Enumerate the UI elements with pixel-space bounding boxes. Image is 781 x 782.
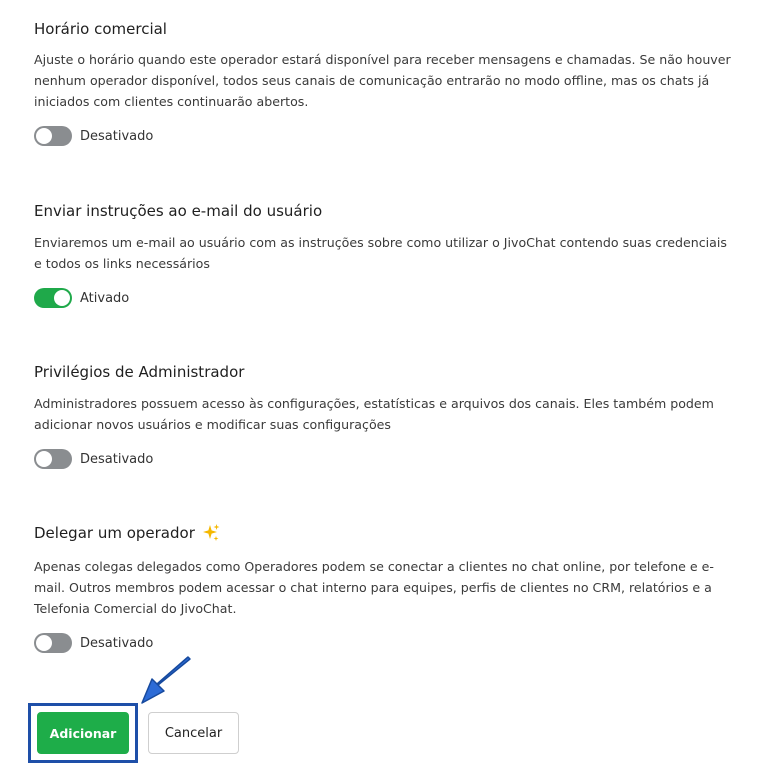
- toggle-knob: [54, 290, 70, 306]
- add-button[interactable]: Adicionar: [37, 712, 129, 754]
- sparkles-icon: [201, 523, 221, 543]
- section-description: Administradores possuem acesso às configurações, estatísticas e arquivos dos canais. Eles também podem adicionar novos usuários e modificar suas configurações: [34, 396, 714, 432]
- section-title: Privilégios de Administrador: [34, 363, 245, 381]
- delegate-operator-toggle[interactable]: [34, 633, 72, 653]
- toggle-knob: [36, 451, 52, 467]
- section-admin-privileges: [34, 362, 734, 467]
- add-button-highlight: [28, 703, 138, 763]
- section-email-instructions: [34, 201, 734, 306]
- section-title: Enviar instruções ao e-mail do usuário: [34, 202, 323, 220]
- section-title: Horário comercial: [34, 20, 167, 38]
- section-description: Ajuste o horário quando este operador estará disponível para receber mensagens e chamadas. Se não houver nenhum operador disponível, todos seus canais de comunicação entrarão no modo offline, mas os chats já iniciados com clientes continuarão abertos.: [34, 52, 731, 109]
- pointer-arrow-icon: [138, 655, 198, 707]
- section-description: Enviaremos um e-mail ao usuário com as instruções sobre como utilizar o JivoChat contendo suas credenciais e todos os links necessários: [34, 235, 727, 271]
- section-description: Apenas colegas delegados como Operadores podem se conectar a clientes no chat online, por telefone e e-mail. Outros membros podem acessar o chat interno para equipes, perfis de clientes no CRM, relatórios e a Telefonia Comercial do JivoChat.: [34, 559, 714, 616]
- section-title-row: [34, 523, 734, 543]
- toggle-knob: [36, 635, 52, 651]
- toggle-state-label: Desativado: [80, 635, 154, 651]
- delegate-operator-toggle-row[interactable]: [34, 633, 153, 653]
- toggle-state-label: Desativado: [80, 128, 154, 144]
- section-delegate-operator: [34, 523, 734, 651]
- toggle-state-label: Desativado: [80, 451, 154, 467]
- admin-privileges-toggle-row[interactable]: [34, 449, 153, 469]
- toggle-state-label: Ativado: [80, 290, 130, 306]
- admin-privileges-toggle[interactable]: [34, 449, 72, 469]
- business-hours-toggle-row[interactable]: [34, 126, 153, 146]
- business-hours-toggle[interactable]: [34, 126, 72, 146]
- section-business-hours: [34, 19, 734, 144]
- toggle-knob: [36, 128, 52, 144]
- email-instructions-toggle[interactable]: [34, 288, 72, 308]
- section-title: Delegar um operador: [34, 524, 195, 542]
- email-instructions-toggle-row[interactable]: [34, 288, 129, 308]
- cancel-button[interactable]: Cancelar: [148, 712, 239, 754]
